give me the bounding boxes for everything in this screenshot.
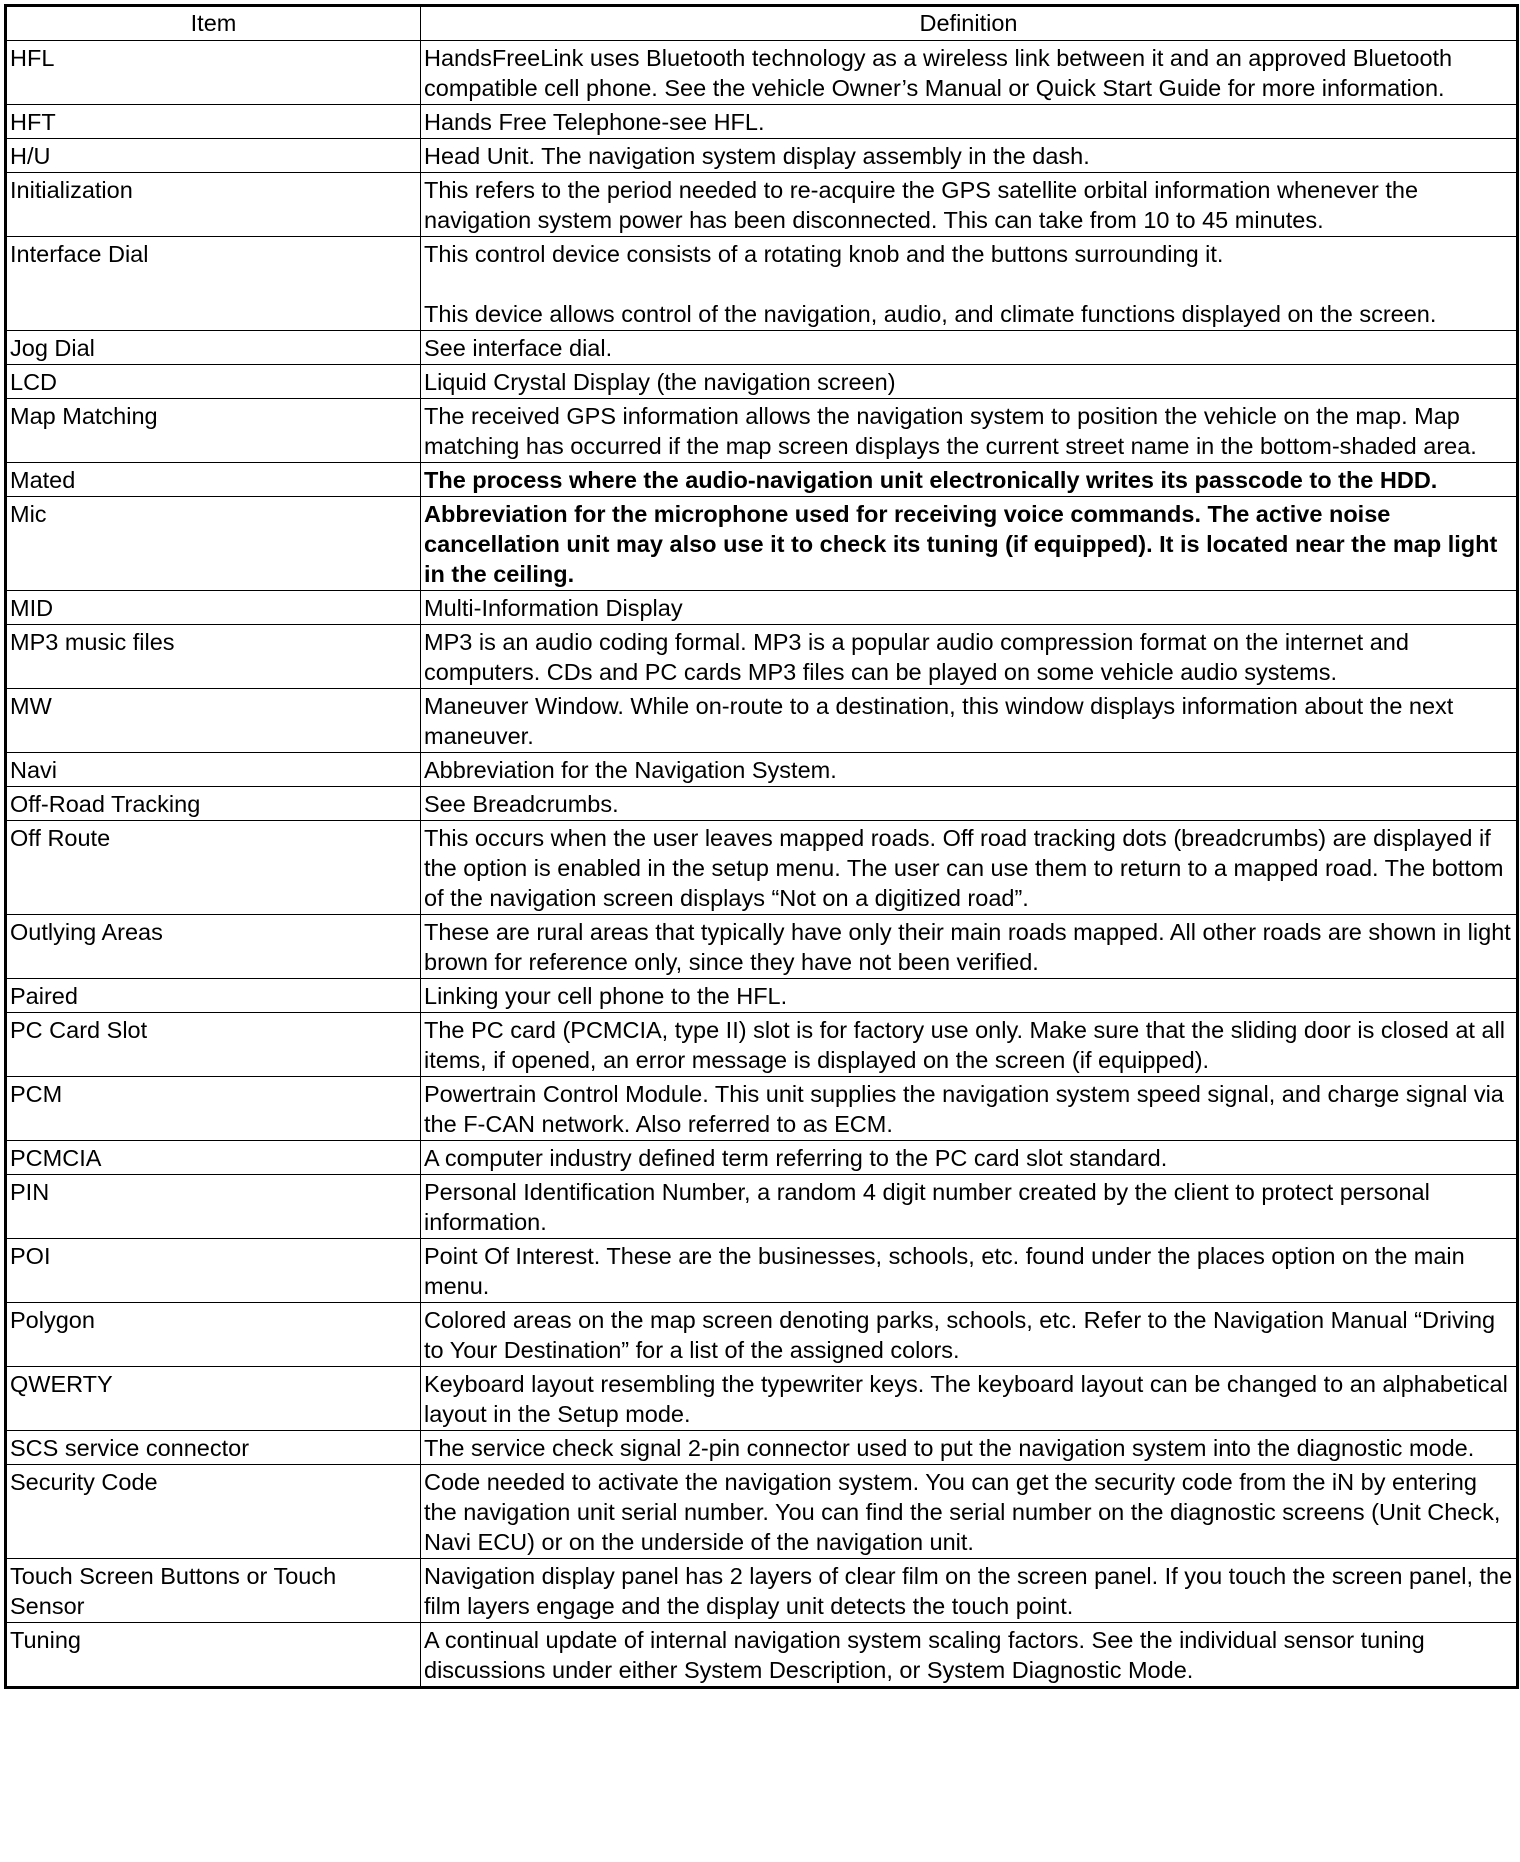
table-row: [6, 331, 1518, 365]
glossary-table: [4, 4, 1519, 1689]
definition-cell: Point Of Interest. These are the businesses, schools, etc. found under the places option on the main menu.: [421, 1239, 1518, 1303]
table-row: [6, 41, 1518, 105]
definition-cell: This occurs when the user leaves mapped roads. Off road tracking dots (breadcrumbs) are displayed if the option is enabled in the setup menu. The user can use them to return to a mapped road. The bottom of the navigation screen displays “Not on a digitized road”.: [421, 821, 1518, 915]
term-cell: Tuning: [6, 1623, 421, 1688]
definition-cell: Hands Free Telephone-see HFL.: [421, 105, 1518, 139]
table-row: [6, 1559, 1518, 1623]
table-row: [6, 105, 1518, 139]
definition-cell: These are rural areas that typically have only their main roads mapped. All other roads are shown in light brown for reference only, since they have not been verified.: [421, 915, 1518, 979]
table-row: [6, 1367, 1518, 1431]
definition-cell: The received GPS information allows the navigation system to position the vehicle on the map. Map matching has occurred if the map screen displays the current street name in the bottom-shaded area.: [421, 399, 1518, 463]
definition-cell: Keyboard layout resembling the typewriter keys. The keyboard layout can be changed to an alphabetical layout in the Setup mode.: [421, 1367, 1518, 1431]
table-row: [6, 821, 1518, 915]
definition-cell: Navigation display panel has 2 layers of clear film on the screen panel. If you touch the screen panel, the film layers engage and the display unit detects the touch point.: [421, 1559, 1518, 1623]
table-row: [6, 787, 1518, 821]
table-row: [6, 1175, 1518, 1239]
definition-cell: Personal Identification Number, a random 4 digit number created by the client to protect personal information.: [421, 1175, 1518, 1239]
term-cell: PIN: [6, 1175, 421, 1239]
table-row: [6, 689, 1518, 753]
definition-cell: A computer industry defined term referring to the PC card slot standard.: [421, 1141, 1518, 1175]
definition-cell: Multi-Information Display: [421, 591, 1518, 625]
term-cell: Mated: [6, 463, 421, 497]
definition-cell: The service check signal 2-pin connector used to put the navigation system into the diagnostic mode.: [421, 1431, 1518, 1465]
definition-cell: Head Unit. The navigation system display assembly in the dash.: [421, 139, 1518, 173]
term-cell: Polygon: [6, 1303, 421, 1367]
definition-cell: MP3 is an audio coding formal. MP3 is a popular audio compression format on the internet and computers. CDs and PC cards MP3 files can be played on some vehicle audio systems.: [421, 625, 1518, 689]
definition-cell: See interface dial.: [421, 331, 1518, 365]
definition-cell: Powertrain Control Module. This unit supplies the navigation system speed signal, and charge signal via the F-CAN network. Also referred to as ECM.: [421, 1077, 1518, 1141]
term-cell: MP3 music files: [6, 625, 421, 689]
term-cell: Interface Dial: [6, 237, 421, 331]
definition-cell: Code needed to activate the navigation system. You can get the security code from the iN by entering the navigation unit serial number. You can find the serial number on the diagnostic screens (Unit Check, Navi ECU) or on the underside of the navigation unit.: [421, 1465, 1518, 1559]
table-row: [6, 753, 1518, 787]
header-row: [6, 6, 1518, 41]
term-cell: Map Matching: [6, 399, 421, 463]
definition-cell: The PC card (PCMCIA, type II) slot is for factory use only. Make sure that the sliding door is closed at all items, if opened, an error message is displayed on the screen (if equipped).: [421, 1013, 1518, 1077]
term-cell: MID: [6, 591, 421, 625]
table-row: [6, 1077, 1518, 1141]
table-row: [6, 1239, 1518, 1303]
term-cell: LCD: [6, 365, 421, 399]
table-row: [6, 1013, 1518, 1077]
definition-cell: Colored areas on the map screen denoting parks, schools, etc. Refer to the Navigation Manual “Driving to Your Destination” for a list of the assigned colors.: [421, 1303, 1518, 1367]
term-cell: HFT: [6, 105, 421, 139]
term-cell: Security Code: [6, 1465, 421, 1559]
definition-cell: This refers to the period needed to re-acquire the GPS satellite orbital information whenever the navigation system power has been disconnected. This can take from 10 to 45 minutes.: [421, 173, 1518, 237]
column-header-definition: Definition: [421, 6, 1518, 41]
table-row: [6, 139, 1518, 173]
term-cell: Paired: [6, 979, 421, 1013]
definition-cell: Maneuver Window. While on-route to a destination, this window displays information about the next maneuver.: [421, 689, 1518, 753]
term-cell: PCMCIA: [6, 1141, 421, 1175]
term-cell: Mic: [6, 497, 421, 591]
definition-cell: A continual update of internal navigation system scaling factors. See the individual sensor tuning discussions under either System Description, or System Diagnostic Mode.: [421, 1623, 1518, 1688]
table-row: [6, 497, 1518, 591]
column-header-item: Item: [6, 6, 421, 41]
term-cell: SCS service connector: [6, 1431, 421, 1465]
definition-cell: This control device consists of a rotating knob and the buttons surrounding it. This device allows control of the navigation, audio, and climate functions displayed on the screen.: [421, 237, 1518, 331]
term-cell: Initialization: [6, 173, 421, 237]
term-cell: HFL: [6, 41, 421, 105]
table-row: [6, 979, 1518, 1013]
term-cell: MW: [6, 689, 421, 753]
table-header: [6, 6, 1518, 41]
table-row: [6, 915, 1518, 979]
term-cell: POI: [6, 1239, 421, 1303]
table-row: [6, 591, 1518, 625]
term-cell: Off Route: [6, 821, 421, 915]
table-row: [6, 237, 1518, 331]
table-row: [6, 1623, 1518, 1688]
definition-cell: Abbreviation for the microphone used for receiving voice commands. The active noise cancellation unit may also use it to check its tuning (if equipped). It is located near the map light in the ceiling.: [421, 497, 1518, 591]
term-cell: PCM: [6, 1077, 421, 1141]
term-cell: H/U: [6, 139, 421, 173]
definition-cell: See Breadcrumbs.: [421, 787, 1518, 821]
definition-cell: Liquid Crystal Display (the navigation screen): [421, 365, 1518, 399]
table-row: [6, 463, 1518, 497]
table-row: [6, 365, 1518, 399]
definition-cell: HandsFreeLink uses Bluetooth technology as a wireless link between it and an approved Bluetooth compatible cell phone. See the vehicle Owner’s Manual or Quick Start Guide for more information.: [421, 41, 1518, 105]
table-row: [6, 1431, 1518, 1465]
term-cell: Jog Dial: [6, 331, 421, 365]
term-cell: QWERTY: [6, 1367, 421, 1431]
table-row: [6, 625, 1518, 689]
term-cell: Outlying Areas: [6, 915, 421, 979]
table-row: [6, 173, 1518, 237]
table-row: [6, 1303, 1518, 1367]
definition-cell: Linking your cell phone to the HFL.: [421, 979, 1518, 1013]
table-body: [6, 41, 1518, 1688]
definition-cell: The process where the audio-navigation unit electronically writes its passcode to the HDD.: [421, 463, 1518, 497]
term-cell: PC Card Slot: [6, 1013, 421, 1077]
definition-cell: Abbreviation for the Navigation System.: [421, 753, 1518, 787]
term-cell: Off-Road Tracking: [6, 787, 421, 821]
table-row: [6, 1465, 1518, 1559]
term-cell: Touch Screen Buttons or Touch Sensor: [6, 1559, 421, 1623]
term-cell: Navi: [6, 753, 421, 787]
table-row: [6, 1141, 1518, 1175]
table-row: [6, 399, 1518, 463]
